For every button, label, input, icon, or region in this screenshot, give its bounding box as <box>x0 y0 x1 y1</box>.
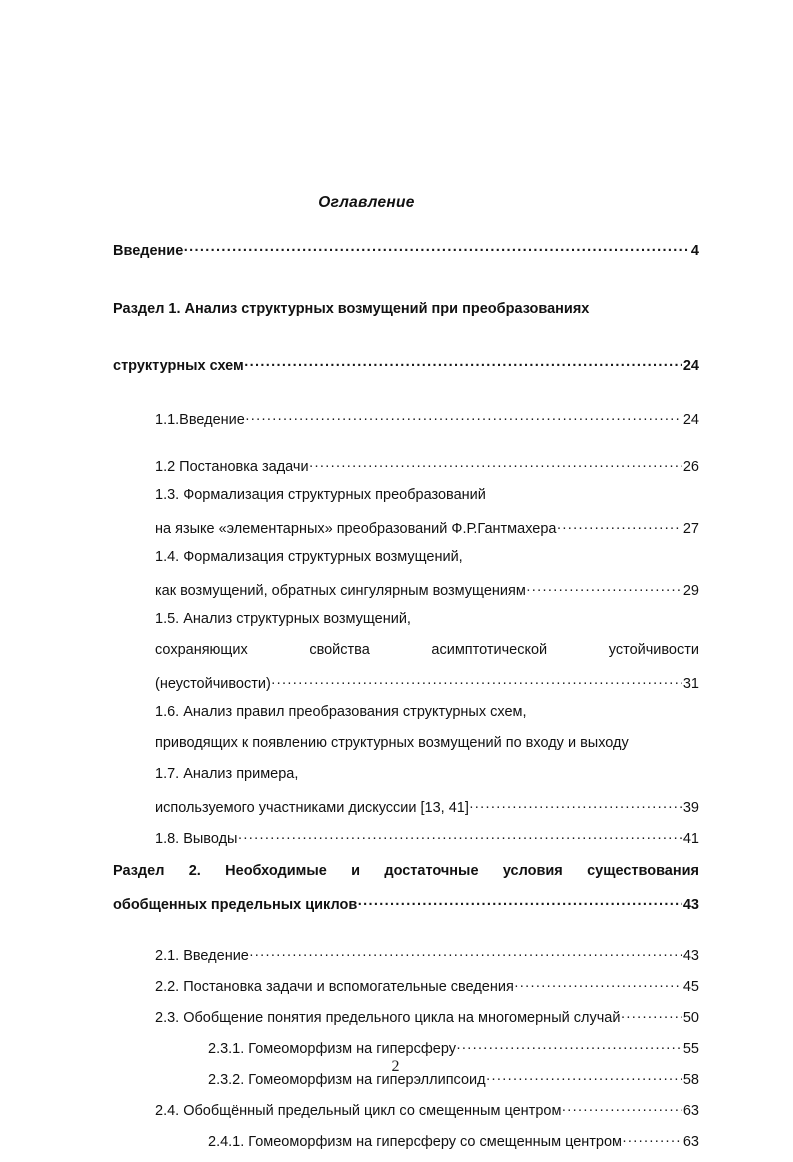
toc-entry-label: Раздел 1. Анализ структурных возмущений при преобразованиях <box>113 301 590 317</box>
toc-entry-label: 1.1.Введение <box>155 411 245 428</box>
toc-entry-label: (неустойчивости) <box>155 675 271 692</box>
toc-entry-page-number: 39 <box>682 799 699 816</box>
toc-entry[interactable] <box>155 945 699 976</box>
toc-entry[interactable] <box>113 301 699 332</box>
toc-entry-page-number: 4 <box>690 242 699 259</box>
toc-entry-page-number: 50 <box>682 1009 699 1026</box>
toc-dot-leader <box>621 1007 682 1022</box>
toc-entry-label: используемого участниками дискуссии [13, 41] <box>155 799 469 816</box>
toc-entry-label: Введение <box>113 242 184 259</box>
toc-entry-label: 2.2. Постановка задачи и вспомогательные сведения <box>155 978 514 995</box>
toc-dot-leader <box>271 673 682 688</box>
toc-entry[interactable] <box>155 735 699 766</box>
toc-entry[interactable]: Раздел 2. Необходимые и достаточные условия существования <box>113 863 699 879</box>
toc-entry-page-number: 24 <box>682 411 699 428</box>
toc-entry-label: 1.7. Анализ примера, <box>155 766 299 782</box>
toc-spacer <box>113 271 699 301</box>
toc-entry[interactable] <box>155 766 699 797</box>
page-footer <box>0 1058 793 1076</box>
toc-entry[interactable] <box>155 487 699 518</box>
toc-entry-page-number: 45 <box>682 978 699 995</box>
toc-dot-leader <box>249 945 682 960</box>
toc-dot-leader <box>238 828 682 843</box>
toc-entry[interactable] <box>155 580 699 611</box>
toc-dot-leader <box>309 456 682 471</box>
toc-entry-label: 2.4.1. Гомеоморфизм на гиперсферу со смещенным центром <box>208 1133 623 1150</box>
toc-entry-label: 1.5. Анализ структурных возмущений, <box>155 611 411 627</box>
toc-dot-leader <box>562 1100 682 1115</box>
toc-dot-leader <box>557 518 682 533</box>
page-title-text: Оглавление <box>318 194 415 211</box>
toc-entry[interactable] <box>155 518 699 549</box>
toc-entry[interactable] <box>208 1131 699 1162</box>
toc-dot-leader <box>244 355 682 370</box>
toc-dot-leader <box>245 409 682 424</box>
toc-dot-leader <box>469 797 682 812</box>
toc-entry-page-number: 63 <box>682 1133 699 1150</box>
table-of-contents <box>113 240 699 1162</box>
toc-entry[interactable] <box>155 797 699 828</box>
toc-entry[interactable] <box>155 611 699 642</box>
toc-entry-page-number: 43 <box>682 947 699 964</box>
toc-entry[interactable] <box>113 240 699 271</box>
toc-entry[interactable] <box>155 673 699 704</box>
toc-spacer <box>113 332 699 355</box>
toc-spacer <box>113 925 699 945</box>
toc-entry-page-number: 55 <box>682 1040 699 1057</box>
toc-entry-label: обобщенных предельных циклов <box>113 896 358 913</box>
toc-entry[interactable] <box>113 355 699 386</box>
page-title <box>0 194 793 212</box>
toc-entry-label: 1.6. Анализ правил преобразования структурных схем, <box>155 704 527 720</box>
toc-entry-label: 2.3.2. Гомеоморфизм на гиперэллипсоид <box>208 1071 486 1088</box>
toc-entry[interactable] <box>155 1007 699 1038</box>
toc-entry-label: 1.2 Постановка задачи <box>155 458 309 475</box>
toc-entry-page-number: 29 <box>682 582 699 599</box>
toc-dot-leader <box>514 976 682 991</box>
toc-entry-page-number: 31 <box>682 675 699 692</box>
toc-dot-leader <box>623 1131 683 1146</box>
toc-entry-page-number: 63 <box>682 1102 699 1119</box>
toc-entry-label: 1.3. Формализация структурных преобразований <box>155 487 486 503</box>
toc-entry-page-number: 24 <box>682 357 699 374</box>
toc-entry-page-number: 26 <box>682 458 699 475</box>
toc-entry-page-number: 58 <box>682 1071 699 1088</box>
toc-entry-label: 2.4. Обобщённый предельный цикл со смещенным центром <box>155 1102 562 1119</box>
toc-entry[interactable] <box>155 549 699 580</box>
toc-entry-page-number: 41 <box>682 830 699 847</box>
toc-entry[interactable] <box>155 409 699 440</box>
toc-entry-label: приводящих к появлению структурных возмущений по входу и выходу <box>155 735 629 751</box>
toc-dot-leader <box>526 580 682 595</box>
toc-entry-page-number: 43 <box>682 896 699 913</box>
toc-entry-page-number: 27 <box>682 520 699 537</box>
toc-entry[interactable] <box>155 976 699 1007</box>
toc-spacer <box>113 386 699 409</box>
toc-entry[interactable] <box>155 704 699 735</box>
toc-entry-label: 2.3. Обобщение понятия предельного цикла на многомерный случай <box>155 1009 621 1026</box>
toc-entry-label: 1.8. Выводы <box>155 830 238 847</box>
toc-entry[interactable] <box>155 828 699 859</box>
toc-entry[interactable] <box>155 456 699 487</box>
toc-entry[interactable]: сохраняющих свойства асимптотической устойчивости <box>155 642 699 658</box>
toc-entry-label: на языке «элементарных» преобразований Ф.Р.Гантмахера <box>155 520 557 537</box>
toc-spacer <box>113 440 699 456</box>
toc-entry-label: 2.1. Введение <box>155 947 249 964</box>
toc-entry[interactable] <box>113 894 699 925</box>
toc-dot-leader <box>184 240 691 255</box>
toc-entry-label: 1.4. Формализация структурных возмущений, <box>155 549 463 565</box>
toc-entry-label: как возмущений, обратных сингулярным возмущениям <box>155 582 526 599</box>
toc-entry[interactable] <box>155 1100 699 1131</box>
toc-entry-label: 2.3.1. Гомеоморфизм на гиперсферу <box>208 1040 456 1057</box>
toc-dot-leader <box>358 894 683 909</box>
toc-entry-label: структурных схем <box>113 357 244 374</box>
page-number: 2 <box>391 1058 400 1075</box>
toc-dot-leader <box>457 1038 683 1053</box>
